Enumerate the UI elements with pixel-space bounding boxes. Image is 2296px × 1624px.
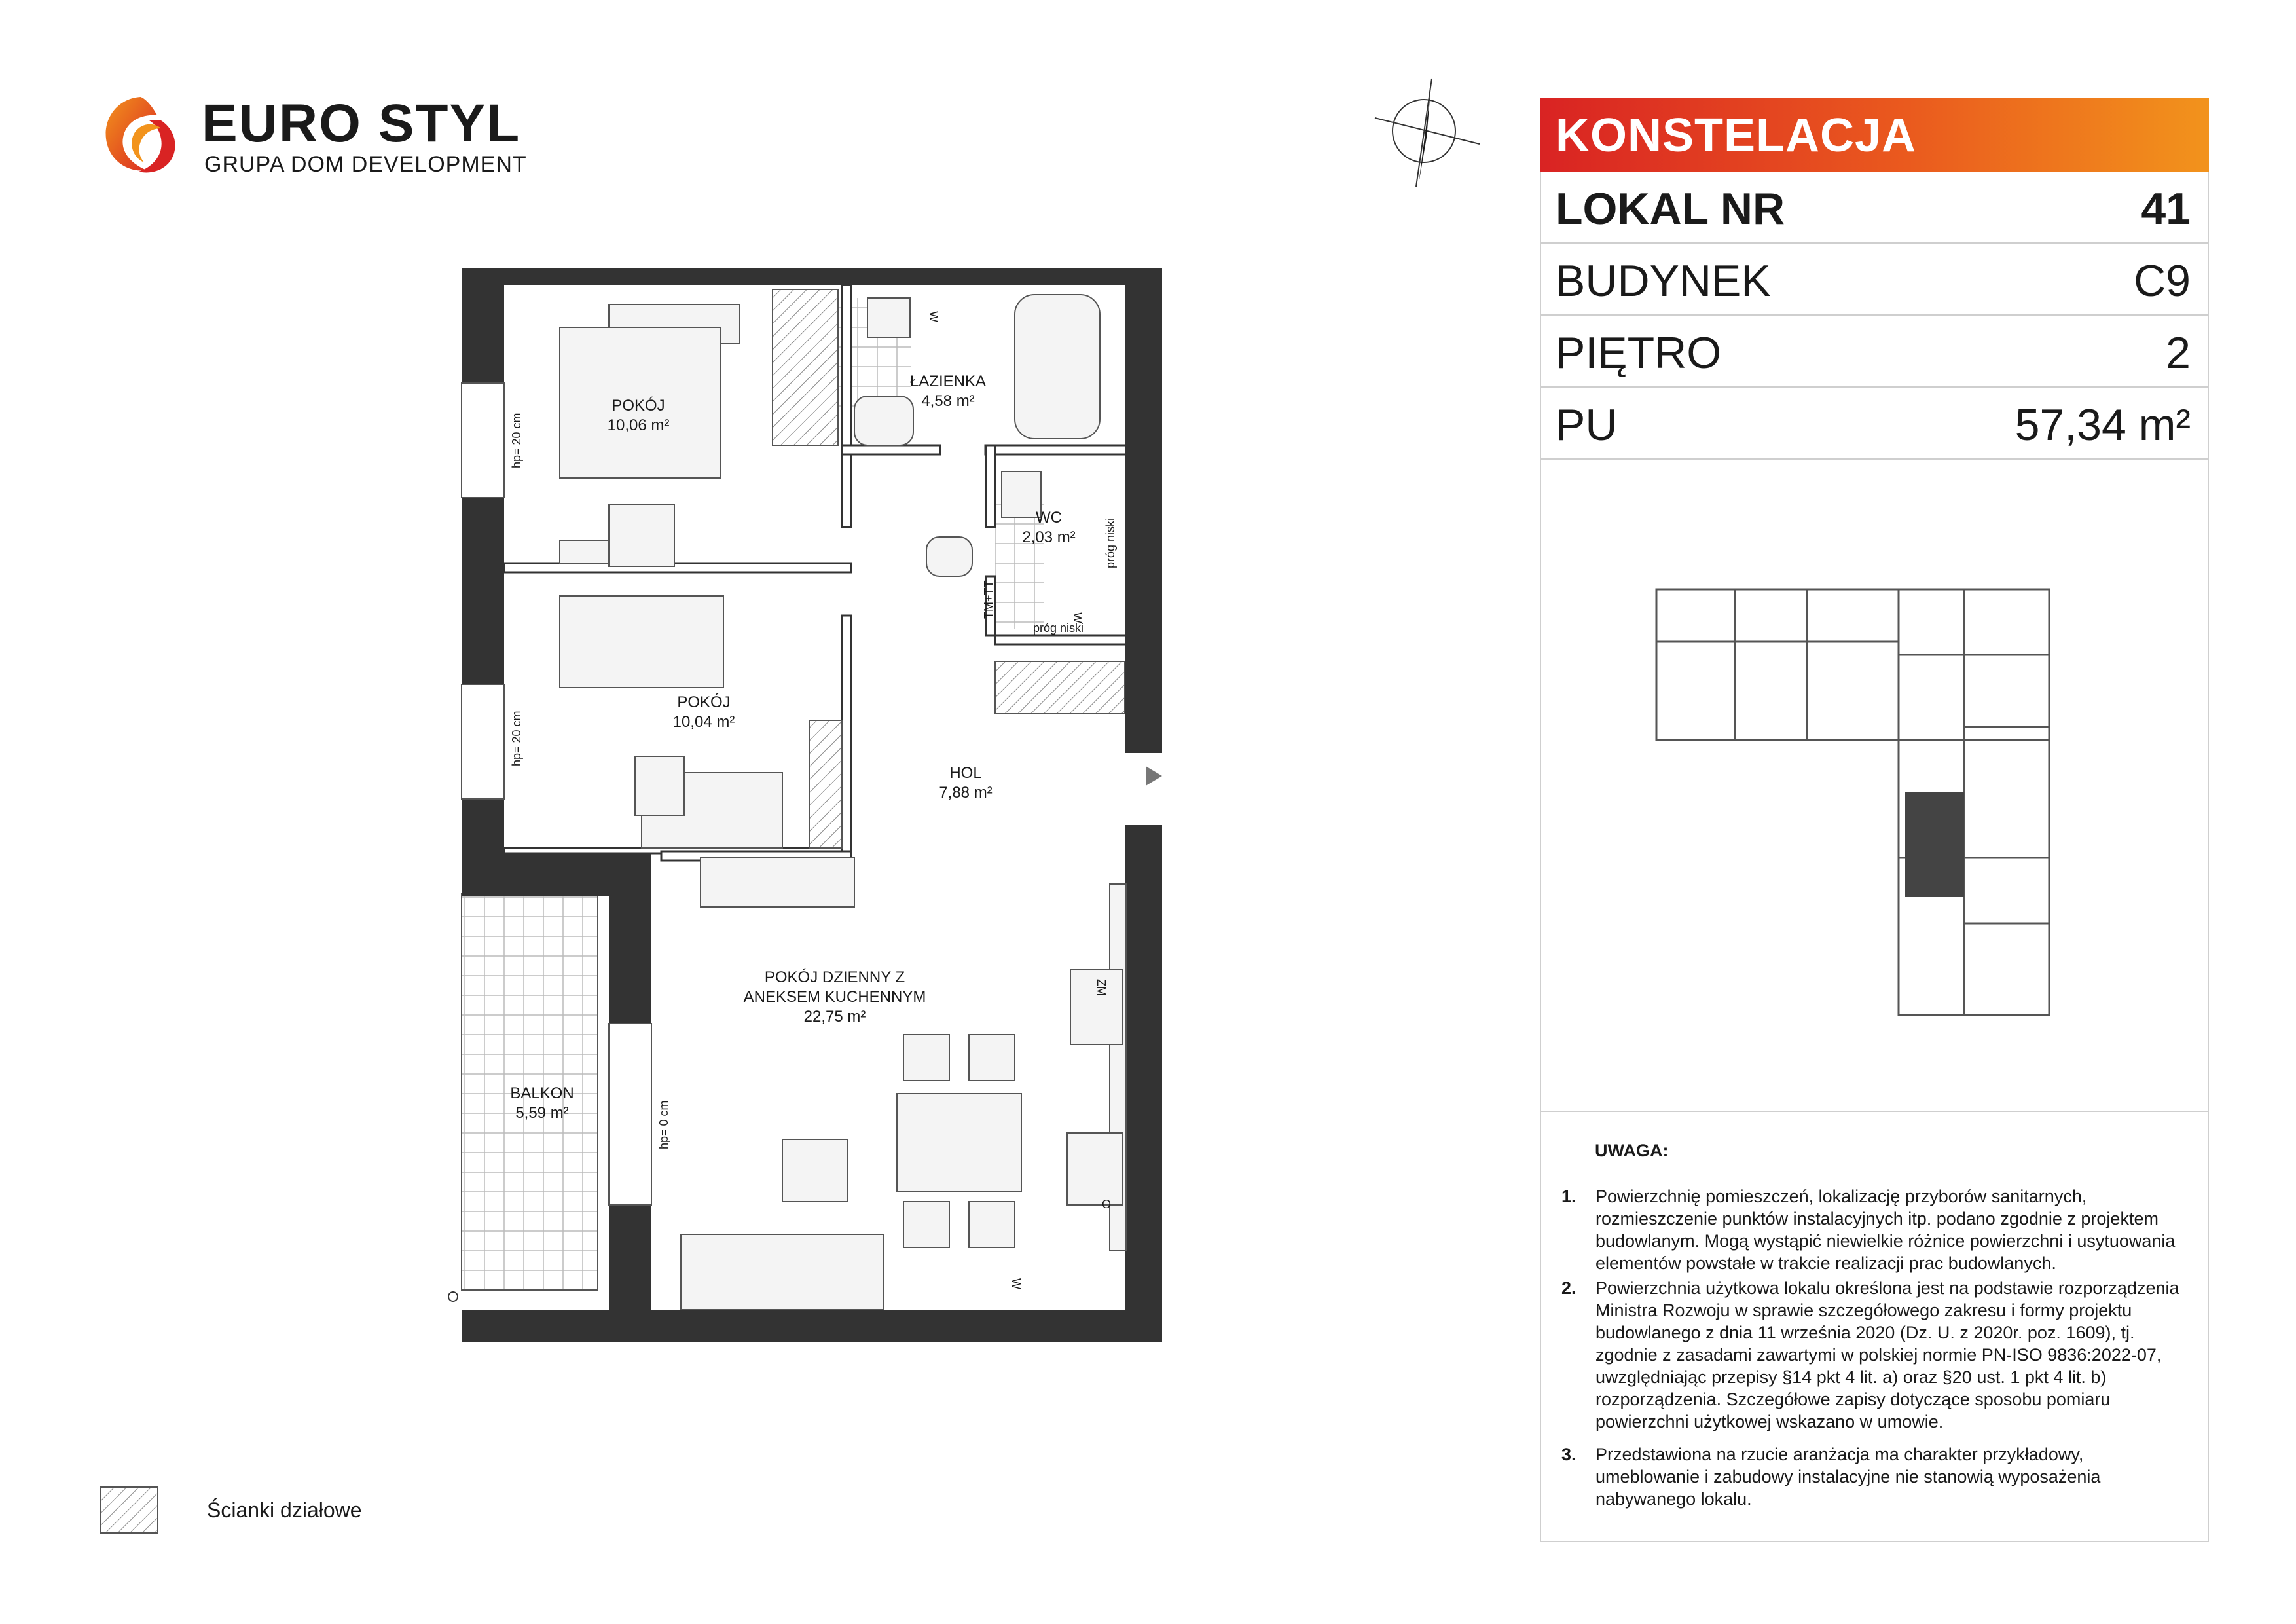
room-area-hall: 7,88 m² [939, 784, 993, 802]
threshold-label: próg niski [1104, 517, 1117, 568]
room-name-living-line2: ANEKSEM KUCHENNYM [743, 988, 926, 1006]
room-name-balcony: BALKON [510, 1084, 574, 1102]
room-name-bedroom-1: POKÓJ [611, 397, 665, 415]
info-row-building [1540, 244, 2209, 316]
project-name: KONSTELACJA [1556, 109, 1917, 162]
room-area-living: 22,75 m² [803, 1008, 866, 1025]
room-area-wc: 2,03 m² [1022, 528, 1076, 546]
building-value: C9 [2134, 256, 2191, 306]
brand-name: EURO STYL [202, 94, 521, 153]
notes-title: UWAGA: [1595, 1141, 1669, 1160]
info-row-floor [1540, 316, 2209, 388]
water-meter-label: W [927, 311, 940, 322]
room-name-hall: HOL [949, 764, 982, 782]
note-text: Powierzchnię pomieszczeń, lokalizację przyborów sanitarnych, rozmieszczenie punktów instalacyjnych itp. podano zgodnie z projektem budowlanym. Mogą wystąpić niewielkie różnice powierzchni i usytuowania elementów powstałe w trakcie realizacji prac budowlanych. [1595, 1187, 2176, 1273]
room-name-bedroom-2: POKÓJ [677, 693, 731, 711]
hatch-pattern-icon [100, 1486, 158, 1534]
info-row-unit [1540, 172, 2209, 244]
room-area-bedroom-1: 10,06 m² [607, 416, 670, 434]
highlighted-unit [1905, 792, 1964, 897]
unit-label: LOKAL NR [1556, 184, 1785, 234]
room-name-wc: WC [1036, 509, 1062, 526]
floor-label: PIĘTRO [1556, 328, 1722, 378]
room-area-bathroom: 4,58 m² [921, 392, 975, 410]
building-site-plan-icon [1637, 576, 2095, 1022]
sill-height-label: hp= 0 cm [657, 1100, 670, 1149]
entrance-marker-icon [1146, 766, 1162, 786]
north-arrow-icon [1372, 72, 1483, 203]
info-row-area [1540, 388, 2209, 460]
unit-value: 41 [2141, 184, 2191, 234]
panel-divider [1540, 1111, 2209, 1112]
note-number: 2. [1561, 1278, 1576, 1298]
water-meter-label: W [1071, 612, 1084, 623]
floor-plan [445, 249, 1231, 1349]
eurostyl-flame-logo-icon [98, 92, 183, 177]
room-area-balcony: 5,59 m² [515, 1104, 569, 1122]
room-area-bedroom-2: 10,04 m² [672, 713, 735, 731]
note-number: 1. [1561, 1187, 1576, 1206]
area-label: PU [1556, 400, 1618, 450]
threshold-label: próg niski [1033, 621, 1084, 635]
room-name-living-line1: POKÓJ DZIENNY Z [764, 969, 905, 986]
floor-value: 2 [2166, 328, 2191, 378]
tm-label: TM+TT [982, 580, 995, 619]
building-label: BUDYNEK [1556, 256, 1771, 306]
area-value: 57,34 m² [2014, 400, 2191, 450]
heating-label: O [1102, 1198, 1112, 1211]
note-text: Powierzchnia użytkowa lokalu określona jest na podstawie rozporządzenia Ministra Rozwoju w sprawie szczegółowego zakresu i formy projektu budowlanego z dnia 11 września 2020 (Dz. U. z 2020r. poz. 1609), tj. zgodnie z zasadami zawartymi w polskiej normie PN-ISO 9836:2022-07, uwzględniając przepisy §14 pkt 4 lit. a) oraz §20 ust. 1 pkt 4 lit. b) rozporządzenia. Szczegółowe zapisy dotyczące sposobu pomiaru powierzchni użytkowej wskazano w umowie. [1595, 1278, 2179, 1431]
water-meter-label: W [1010, 1278, 1023, 1289]
fridge-label: ZM [1095, 979, 1108, 996]
note-number: 3. [1561, 1445, 1576, 1464]
outlet-icon [448, 1292, 458, 1301]
room-name-bathroom: ŁAZIENKA [909, 373, 987, 390]
sill-height-label: hp= 20 cm [510, 710, 523, 766]
sill-height-label: hp= 20 cm [510, 413, 523, 468]
project-header [1540, 98, 2209, 172]
legend-label: Ścianki działowe [207, 1498, 362, 1522]
brand-logo [98, 92, 527, 190]
note-text: Przedstawiona na rzucie aranżacja ma charakter przykładowy, umeblowanie i zabudowy instalacyjne nie stanowią wyposażenia nabywanego lokalu. [1595, 1445, 2101, 1509]
brand-subtitle: GRUPA DOM DEVELOPMENT [204, 152, 527, 177]
